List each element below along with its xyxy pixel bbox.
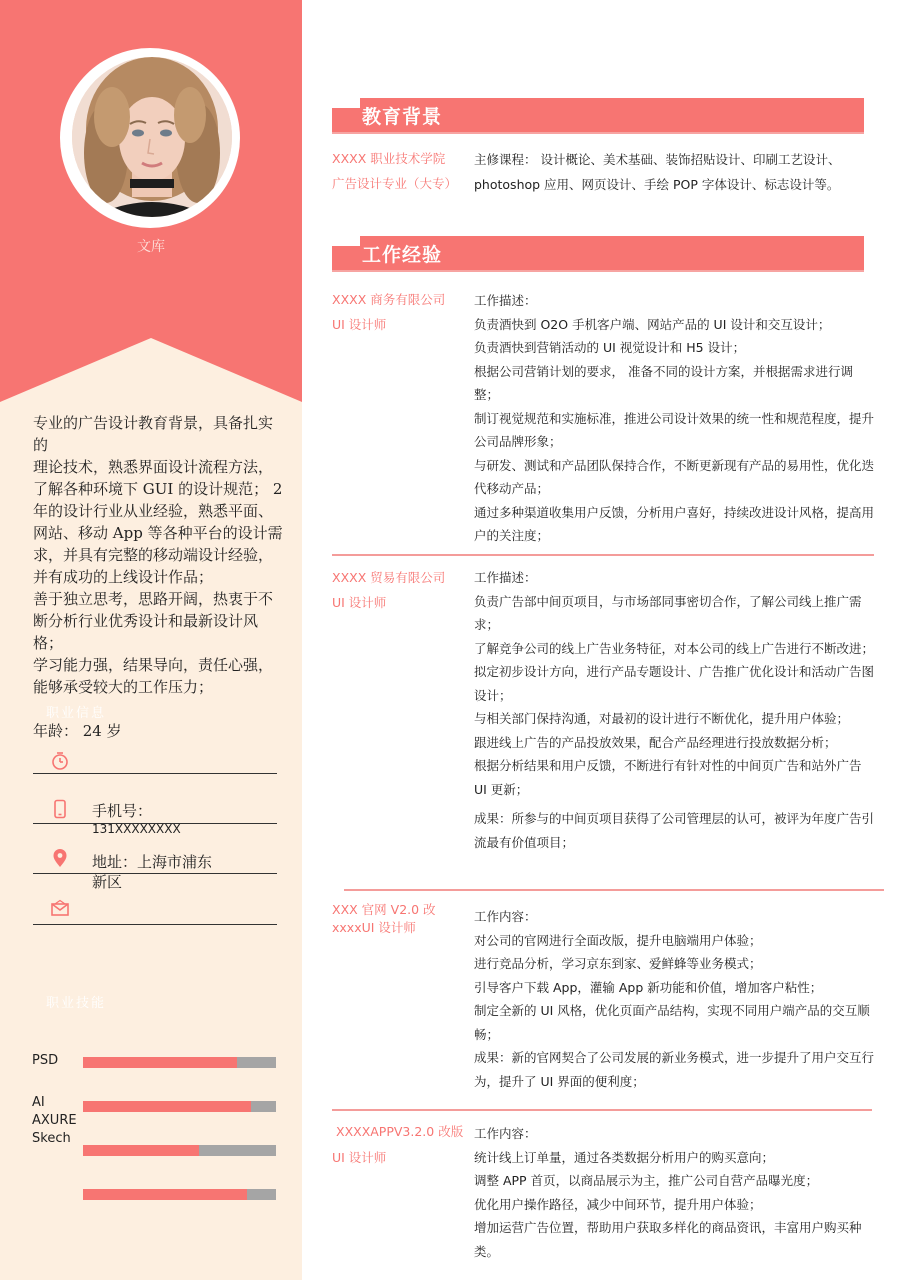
job-line: 负责酒快到营销活动的 UI 视觉设计和 H5 设计；: [474, 340, 746, 355]
info-section-title: 职业信息: [46, 706, 107, 721]
work-header: [332, 236, 864, 271]
contact-divider: [33, 924, 277, 925]
job-line: 拟定初步设计方向，进行产品专题设计、广告推广优化设计和活动广告图设计；: [474, 664, 875, 703]
skill-label: PSD: [32, 1053, 59, 1068]
work-title: 工作经验: [362, 244, 443, 266]
job-line: 跟进线上广告的产品投放效果，配合产品经理进行投放数据分析；: [474, 734, 837, 750]
education-title: 教育背景: [362, 106, 443, 128]
skill-fill: [83, 1057, 237, 1068]
job-line: 制定全新的 UI 风格，优化页面产品结构，实现不同用户端产品的交互顺畅；: [474, 1003, 870, 1042]
location-pin-icon: [50, 848, 70, 868]
section-header-notch: [332, 98, 360, 108]
job-line: 引导客户下载 App，灌输 App 新功能和价值，增加客户粘性；: [474, 979, 823, 995]
timer-icon: [50, 751, 70, 771]
job-line: 制订视觉规范和实施标准，推进公司设计效果的统一性和规范程度，提升公司品牌形象；: [474, 410, 875, 449]
job-line: 了解竞争公司的线上广告业务特征，对本公司的线上广告进行不断改进；: [474, 640, 875, 656]
job-description: [474, 289, 874, 548]
job-company: XXXXAPPV3.2.0 改版: [336, 1124, 464, 1139]
job-line: 对公司的官网进行全面改版，提升电脑端用户体验；: [474, 932, 762, 948]
job-line: 成果：新的官网契合了公司发展的新业务模式，进一步提升了用户交互行为，提升了 UI 界面的便利度；: [474, 1050, 875, 1089]
job-meta: [332, 901, 472, 937]
avatar-portrait: [72, 57, 232, 217]
skill-label: Skech: [32, 1131, 71, 1146]
job-position: UI 设计师: [332, 317, 387, 332]
job-meta: [332, 1119, 472, 1171]
profile-name: 文库: [137, 239, 165, 255]
job-line: 根据分析结果和用户反馈，不断进行有针对性的中间页广告和站外广告 UI 更新；: [474, 758, 862, 797]
job-line: 与相关部门保持沟通，对最初的设计进行不断优化，提升用户体验；: [474, 711, 850, 726]
job-description: [474, 905, 874, 1093]
job-company: XXXX 贸易有限公司 UI 设计师: [332, 570, 446, 610]
skill-label: AXURE: [32, 1113, 77, 1128]
address-label-line2: 新区: [92, 873, 123, 891]
skill-fill: [83, 1101, 251, 1112]
avatar: [72, 57, 232, 217]
job-divider: [332, 1109, 872, 1111]
job-line: 工作内容：: [474, 1126, 537, 1141]
intro-paragraph: 学习能力强，结果导向，责任心强，能够承受较大的工作压力；: [33, 656, 274, 696]
job-line: 负责广告部中间页项目，与市场部同事密切合作，了解公司线上推广需求；: [474, 593, 862, 632]
skill-bar: [83, 1189, 276, 1200]
job-line: 进行竞品分析，学习京东到家、爱鲜蜂等业务模式；: [474, 956, 762, 971]
education-header: [332, 98, 864, 133]
job-line: 统计线上订单量，通过各类数据分析用户的购买意向；: [474, 1149, 775, 1165]
job-line: 优化用户操作路径，减少中间环节，提升用户体验；: [474, 1196, 762, 1212]
job-line: 增加运营广告位置，帮助用户获取多样化的商品资讯，丰富用户购买种类。: [474, 1220, 862, 1259]
intro-paragraph: 理论技术，熟悉界面设计流程方法，了解各种环境下 GUI 的设计规范； 2 年的设计行业从业经验，熟悉平面、网站、移动 App 等各种平台的设计需求，并具有完整的移动端设计经验，并有成功的上线设计作品；: [33, 458, 283, 586]
job-meta: [332, 565, 447, 615]
job-position: UI 设计师: [332, 1150, 387, 1165]
address-label: 地址：上海市浦东: [92, 853, 213, 871]
job-line: 与研发、测试和产品团队保持合作，不断更新现有产品的易用性，优化迭代移动产品；: [474, 457, 875, 496]
job-company: XXXX 商务有限公司: [332, 292, 446, 307]
job-line: 负责酒快到 O2O 手机客户端、网站产品的 UI 设计和交互设计；: [474, 316, 831, 332]
education-courses: [474, 147, 884, 197]
section-underline: [332, 132, 864, 134]
job-divider: [332, 554, 874, 556]
phone-label: 手机号：: [92, 802, 153, 820]
section-underline: [332, 270, 864, 272]
intro-text: [33, 412, 283, 698]
phone-value[interactable]: 131XXXXXXXX: [92, 822, 181, 836]
skill-fill: [83, 1145, 199, 1156]
phone-icon: [50, 799, 70, 819]
intro-paragraph: 专业的广告设计教育背景，具备扎实的: [33, 414, 274, 454]
sidebar: [0, 0, 302, 1280]
intro-paragraph: 善于独立思考，思路开阔，热衷于不断分析行业优秀设计和最新设计风格；: [33, 590, 274, 652]
job-line: 根据公司营销计划的要求， 准备不同的设计方案，并根据需求进行调整；: [474, 363, 853, 402]
education-school-block: [332, 146, 472, 196]
contact-divider: [33, 873, 277, 874]
contact-divider: [33, 773, 277, 774]
job-line: 调整 APP 首页，以商品展示为主，推广公司自营产品曝光度；: [474, 1173, 819, 1188]
job-line: 通过多种渠道收集用户反馈，分析用户喜好，持续改进设计风格，提高用户的关注度；: [474, 504, 875, 543]
job-line: 工作内容：: [474, 909, 537, 924]
skills-section-title: 职业技能: [46, 996, 107, 1011]
job-position: xxxxUI 设计师: [332, 920, 416, 935]
job-description: [474, 1122, 874, 1263]
envelope-icon: [50, 899, 70, 919]
job-description: [474, 566, 874, 854]
education-school: XXXX 职业技术学院: [332, 151, 446, 166]
education-courses-text: 主修课程： 设计概论、美术基础、装饰招贴设计、印刷工艺设计、photoshop 应用、网页设计、手绘 POP 字体设计、标志设计等。: [474, 152, 841, 192]
skill-bar: [83, 1145, 276, 1156]
job-company: XXX 官网 V2.0 改: [332, 902, 436, 917]
skill-label: AI: [32, 1095, 45, 1110]
skill-bar: [83, 1101, 276, 1112]
section-header-notch: [332, 236, 360, 246]
skill-fill: [83, 1189, 247, 1200]
job-line: 成果：所参与的中间页项目获得了公司管理层的认可，被评为年度广告引流最有价值项目；: [474, 811, 875, 850]
age-text: 年龄： 24 岁: [33, 722, 122, 740]
job-line: 工作描述：: [474, 293, 537, 308]
sidebar-chevron: [0, 338, 302, 408]
education-major: 广告设计专业（大专）: [332, 176, 458, 191]
job-divider: [344, 889, 884, 891]
job-meta: [332, 287, 472, 337]
job-line: 工作描述：: [474, 570, 537, 585]
skill-bar: [83, 1057, 276, 1068]
